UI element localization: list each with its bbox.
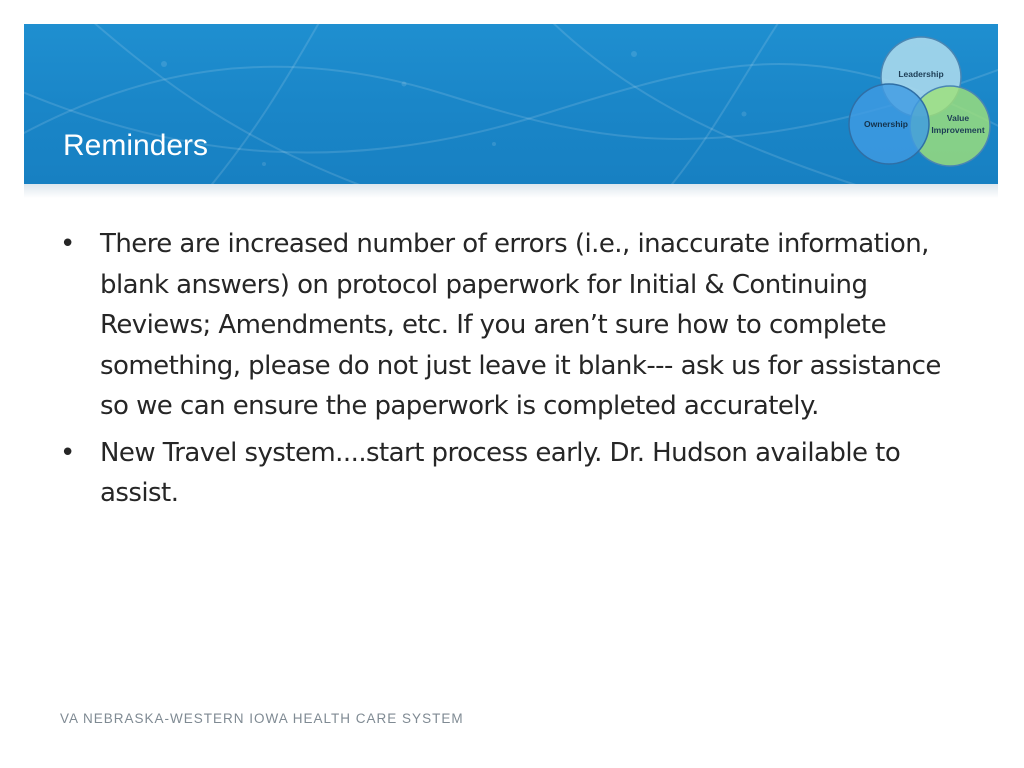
bullet-item xyxy=(60,433,960,514)
venn-logo xyxy=(846,36,994,172)
bullet-item xyxy=(60,224,960,427)
venn-label-value-2: Improvement xyxy=(931,125,985,135)
bullet-list xyxy=(60,224,960,514)
bullet-icon: • xyxy=(60,437,75,468)
bullet-icon: • xyxy=(60,229,75,259)
venn-label-leadership: Leadership xyxy=(898,69,944,79)
footer-text: VA NEBRASKA-WESTERN IOWA HEALTH CARE SYSTEM xyxy=(60,711,464,726)
header-shadow xyxy=(24,184,998,198)
bullet-text: New Travel system....start process early. Dr. Hudson available to assist. xyxy=(100,437,901,508)
venn-label-value-1: Value xyxy=(946,113,970,123)
slide-title: Reminders xyxy=(63,129,209,162)
bullet-text: There are increased number of errors (i.e., inaccurate information, blank answers) on protocol paperwork for Initial & Continuing Reviews; Amendments, etc. If you aren’t sure how to complete something, please do not just leave it blank--- ask us for assistance so we can ensure the paperwork is completed accurately. xyxy=(100,229,941,421)
venn-label-ownership: Ownership xyxy=(864,119,908,129)
